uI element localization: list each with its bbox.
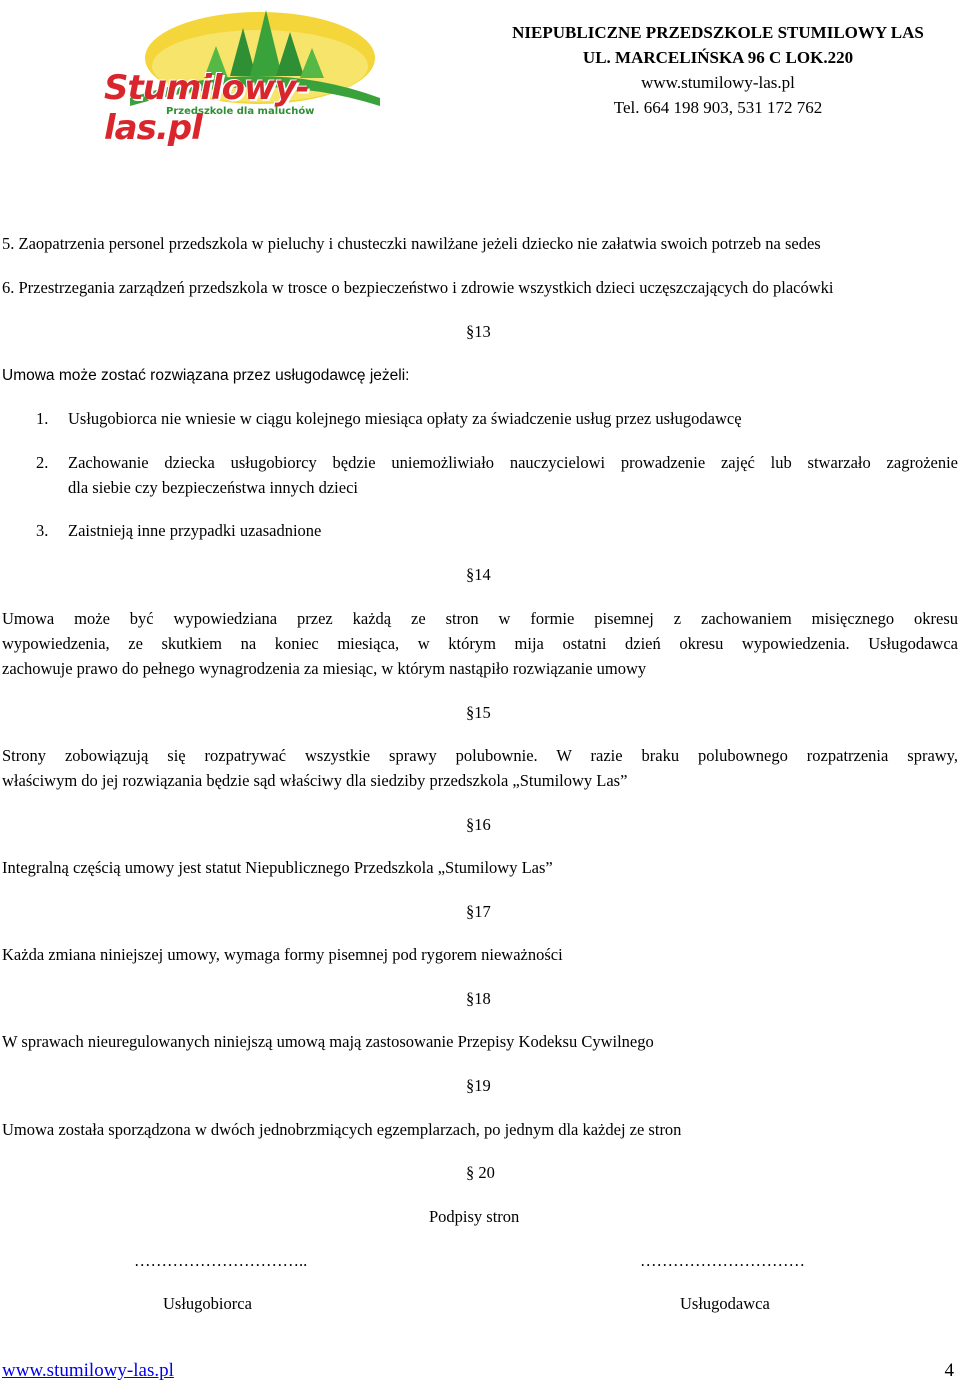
item-6-text: 6. Przestrzegania zarządzeń przedszkola w trosce o bezpieczeństwo i zdrowie wszystkich dzieci uczęszczających do placówki — [2, 278, 834, 297]
list-item — [0, 450, 960, 500]
document-header — [488, 20, 948, 120]
header-phone: Tel. 664 198 903, 531 172 762 — [613, 98, 823, 117]
list-item — [0, 518, 960, 543]
section-16-text: Integralną częścią umowy jest statut Niepublicznego Przedszkola „Stumilowy Las” — [2, 858, 553, 877]
company-logo — [100, 6, 390, 148]
logo-tagline: Przedszkole dla maluchów — [166, 106, 315, 117]
signature-label-right: Usługodawca — [680, 1294, 770, 1313]
section-14-heading: §14 — [466, 565, 491, 584]
section-14-line-2: wypowiedzenia, ze skutkiem na koniec miesiąca, w którym mija ostatni dzień okresu wypowiedzenia. Usługodawca — [2, 634, 958, 653]
header-address: UL. MARCELIŃSKA 96 C LOK.220 — [582, 48, 854, 67]
footer-website-link[interactable]: www.stumilowy-las.pl — [2, 1360, 174, 1381]
header-website: www.stumilowy-las.pl — [641, 73, 795, 92]
section-14-line-3: zachowuje prawo do pełnego wynagrodzenia za miesiąc, w którym nastąpiło rozwiązanie umowy — [2, 659, 647, 678]
list-item-text: Zachowanie dziecka usługobiorcy będzie uniemożliwiało nauczycielowi prowadzenie zajęć lub stwarzało zagrożenie — [68, 453, 958, 472]
section-15-line-1: Strony zobowiązują się rozpatrywać wszystkie sprawy polubownie. W razie braku polubownego rozpatrzenia sprawy, — [2, 746, 958, 765]
logo-brand-text: Stumilowy-las.pl — [104, 68, 309, 148]
item-5-text: 5. Zaopatrzenia personel przedszkola w pieluchy i chusteczki nawilżane jeżeli dziecko nie załatwia swoich potrzeb na sedes — [2, 234, 821, 253]
section-14-line-1: Umowa może być wypowiedziana przez każdą ze stron w formie pisemnej z zachowaniem misięcznego okresu — [2, 609, 958, 628]
list-item-text-continued: dla siebie czy bezpieczeństwa innych dzieci — [68, 478, 358, 497]
section-16-heading: §16 — [466, 815, 491, 834]
section-13-intro: Umowa może zostać rozwiązana przez usługodawcę jeżeli: — [2, 367, 410, 384]
section-18-heading: §18 — [466, 989, 491, 1008]
list-item-number: 1. — [36, 409, 49, 428]
section-19-heading: §19 — [466, 1076, 491, 1095]
signature-line-right: ………………………… — [640, 1251, 805, 1270]
list-item-number: 2. — [36, 453, 49, 472]
section-17-text: Każda zmiana niniejszej umowy, wymaga formy pisemnej pod rygorem nieważności — [2, 945, 563, 964]
section-15-heading: §15 — [466, 703, 491, 722]
signature-line-left: ………………………….. — [134, 1251, 308, 1270]
section-20-heading: § 20 — [466, 1163, 495, 1182]
list-item-number: 3. — [36, 521, 49, 540]
section-15-line-2: właściwym do jej rozwiązania będzie sąd właściwy dla siedziby przedszkola „Stumilowy Las” — [2, 771, 628, 790]
page-number: 4 — [944, 1360, 954, 1381]
section-17-heading: §17 — [466, 902, 491, 921]
section-13-heading: §13 — [466, 322, 491, 341]
list-item-text: Zaistnieją inne przypadki uzasadnione — [68, 521, 322, 540]
section-18-text: W sprawach nieuregulowanych niniejszą umową mają zastosowanie Przepisy Kodeksu Cywilnego — [2, 1032, 654, 1051]
signature-label-left: Usługobiorca — [163, 1294, 252, 1313]
section-19-text: Umowa została sporządzona w dwóch jednobrzmiących egzemplarzach, po jednym dla każdej ze stron — [2, 1120, 682, 1139]
list-item — [0, 406, 960, 431]
header-school-name: NIEPUBLICZNE PRZEDSZKOLE STUMILOWY LAS — [512, 23, 924, 42]
list-item-text: Usługobiorca nie wniesie w ciągu kolejnego miesiąca opłaty za świadczenie usług przez usługodawcę — [68, 409, 742, 428]
signatures-title: Podpisy stron — [429, 1207, 520, 1226]
